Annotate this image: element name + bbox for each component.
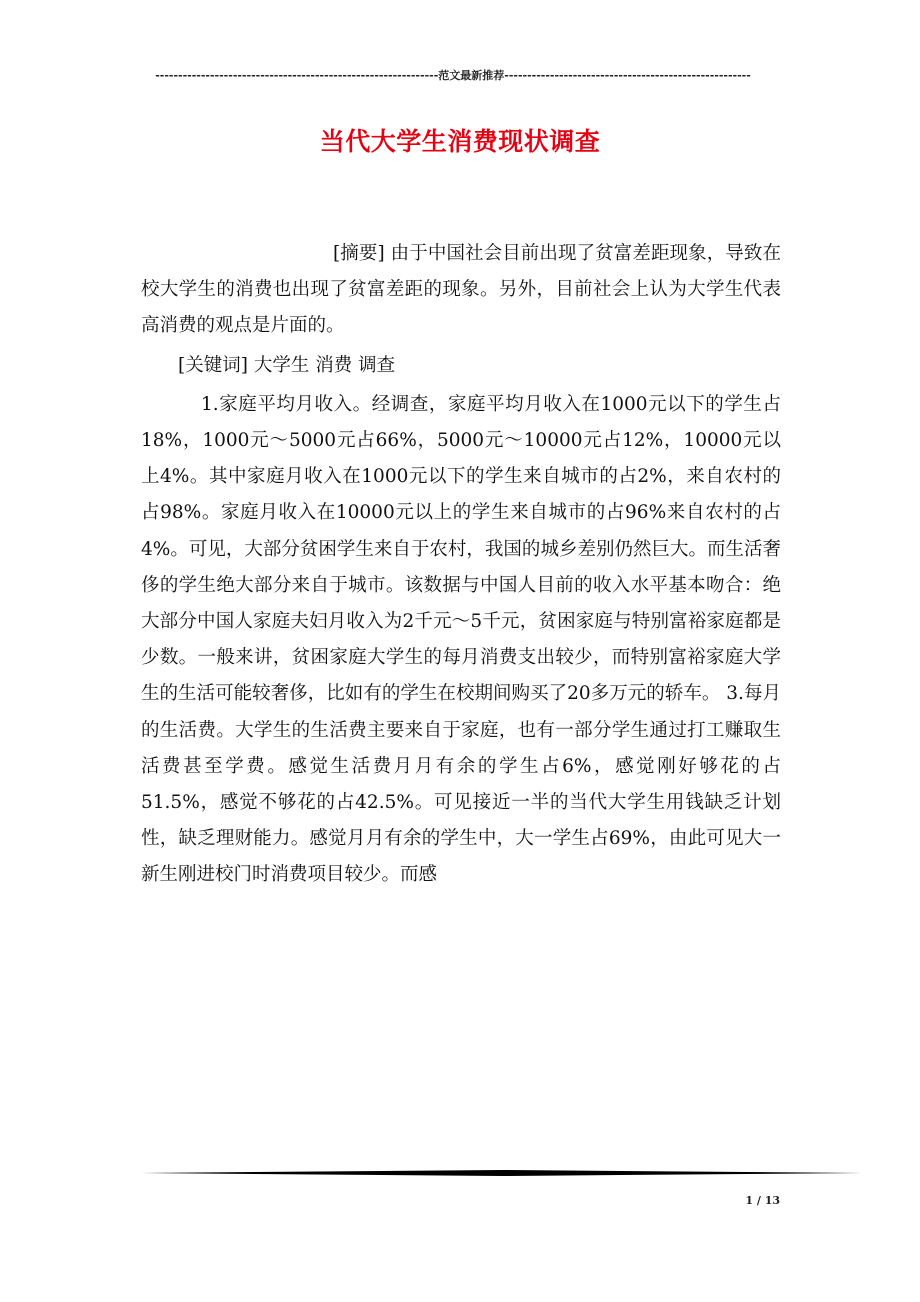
- page-header: --------------------------------------------------------------范文最新推荐------------------------------------------------------: [155, 69, 751, 82]
- body-paragraph: 1.家庭平均月收入。经调查，家庭平均月收入在1000元以下的学生占18%，1000元～5000元占66%，5000元～10000元占12%，10000元以上4%。其中家庭月收入在1000元以下的学生来自城市的占2%，来自农村的占98%。家庭月收入在10000元以上的学生来自城市的占96%来自农村的占4%。可见，大部分贫困学生来自于农村，我国的城乡差别仍然巨大。而生活奢侈的学生绝大部分来自于城市。该数据与中国人目前的收入水平基本吻合：绝大部分中国人家庭夫妇月收入为2千元～5千元，贫困家庭与特别富裕家庭都是少数。一般来讲，贫困家庭大学生的每月消费支出较少，而特别富裕家庭大学生的生活可能较奢侈，比如有的学生在校期间购买了20多万元的轿车。 3.每月的生活费。大学生的生活费主要来自于家庭，也有一部分学生通过打工赚取生活费甚至学费。感觉生活费月月有余的学生占6%，感觉刚好够花的占51.5%，感觉不够花的占42.5%。可见接近一半的当代大学生用钱缺乏计划性，缺乏理财能力。感觉月月有余的学生中，大一学生占69%，由此可见大一新生刚进校门时消费项目较少。而感: [141, 393, 781, 886]
- document-body: [141, 236, 781, 894]
- keywords-paragraph: [关键词] 大学生 消费 调查: [178, 354, 396, 376]
- abstract-paragraph: [摘要] 由于中国社会目前出现了贫富差距现象，导致在校大学生的消费也出现了贫富差距的现象。另外，目前社会上认为大学生代表高消费的观点是片面的。: [141, 243, 781, 337]
- page-number: 1 / 13: [745, 1194, 780, 1207]
- footer-divider: [141, 1170, 863, 1176]
- document-title: 当代大学生消费现状调查: [319, 127, 601, 156]
